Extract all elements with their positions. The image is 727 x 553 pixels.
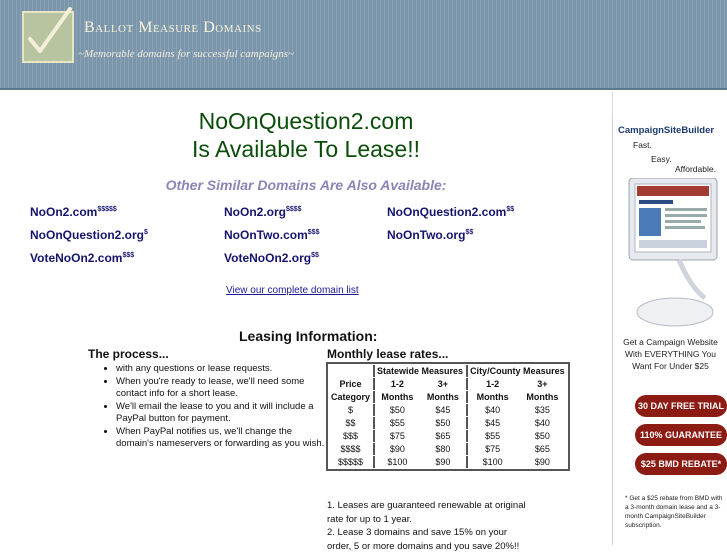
leasing-heading: Leasing Information: bbox=[239, 328, 378, 344]
column-header: 3+ bbox=[537, 379, 548, 389]
table-cell: $50 bbox=[435, 418, 451, 428]
table-row bbox=[329, 404, 567, 416]
process-step: • When you're ready to lease, we'll need some contact info for a short lease. bbox=[116, 376, 326, 401]
table-cell: $55 bbox=[373, 417, 420, 429]
price-tier: $$ bbox=[465, 229, 474, 236]
ad-feature: Fast. bbox=[633, 140, 652, 150]
site-header bbox=[0, 0, 727, 90]
price-tier: $$ bbox=[311, 252, 319, 259]
domain-link[interactable]: VoteNoOn2.com$$$ bbox=[30, 251, 135, 265]
table-cell: $55 bbox=[466, 430, 517, 442]
price-tier: $$$ bbox=[307, 229, 320, 236]
domain-link[interactable]: VoteNoOn2.org$$ bbox=[224, 251, 319, 265]
process-step: • When PayPal notifies us, we'll change the domain's nameservers or forwarding as you wish. bbox=[116, 426, 326, 451]
column-header: 3+ bbox=[437, 379, 449, 389]
column-header: Category bbox=[331, 392, 371, 402]
site-brand[interactable]: Ballot Measure Domains bbox=[84, 19, 262, 36]
ad-feature: Easy. bbox=[651, 154, 672, 164]
column-header: Price bbox=[339, 379, 362, 389]
table-header-row bbox=[329, 391, 567, 403]
rates-heading: Monthly lease rates... bbox=[327, 347, 449, 361]
complete-domain-list-link[interactable]: View our complete domain list bbox=[226, 285, 359, 296]
table-cell: $40 bbox=[534, 418, 550, 428]
table-cell: $40 bbox=[466, 404, 517, 416]
table-cell: $90 bbox=[373, 443, 420, 455]
table-cell: $$$ bbox=[342, 431, 359, 441]
domain-link[interactable]: NoOnQuestion2.org$ bbox=[30, 228, 148, 242]
column-group-header: Statewide Measures bbox=[373, 365, 465, 377]
price-tier: $$ bbox=[506, 206, 515, 213]
process-heading: The process... bbox=[88, 347, 169, 361]
column-header: Months bbox=[373, 391, 420, 403]
campaign-site-builder-ad[interactable] bbox=[612, 118, 727, 545]
table-cell: $100 bbox=[466, 456, 517, 468]
table-cell: $75 bbox=[373, 430, 420, 442]
table-cell: $80 bbox=[435, 444, 451, 454]
guarantee-button[interactable]: 110% GUARANTEE bbox=[635, 424, 727, 446]
domain-link[interactable]: NoOn2.org$$$$ bbox=[224, 205, 302, 219]
column-header: 1-2 bbox=[466, 378, 517, 390]
table-header-row bbox=[329, 365, 567, 377]
table-cell: $75 bbox=[466, 443, 517, 455]
price-tier: $$$ bbox=[122, 252, 135, 259]
price-tier: $$$$ bbox=[286, 206, 302, 213]
header-texture bbox=[0, 0, 727, 88]
featured-domain: NoOnQuestion2.com bbox=[198, 108, 414, 134]
table-cell: $100 bbox=[373, 456, 420, 468]
table-cell: $$$$$ bbox=[337, 457, 364, 467]
table-cell: $ bbox=[348, 405, 354, 415]
similar-domains-heading: Other Similar Domains Are Also Available: bbox=[165, 177, 447, 193]
table-cell: $50 bbox=[373, 404, 420, 416]
rebate-button[interactable]: $25 BMD REBATE* bbox=[635, 453, 727, 475]
domain-link[interactable]: NoOnTwo.com$$$ bbox=[224, 228, 320, 242]
process-list bbox=[100, 363, 326, 451]
checkmark-box-icon bbox=[22, 3, 78, 65]
column-header: 1-2 bbox=[373, 378, 420, 390]
table-cell: $35 bbox=[534, 405, 550, 415]
ad-fine-print: * Get a $25 rebate from BMD with a 3-month domain lease and a 3-month CampaignSiteBuilder subscription. bbox=[625, 495, 723, 529]
lease-rates-table bbox=[326, 362, 570, 471]
table-cell: $$ bbox=[345, 418, 356, 428]
process-step: • with any questions or lease requests. bbox=[116, 363, 326, 376]
table-cell: $50 bbox=[534, 431, 550, 441]
computer-monitor-icon bbox=[623, 178, 723, 328]
note-line: 1. Leases are guaranteed renewable at original rate for up to 1 year. bbox=[327, 500, 526, 525]
table-header-row bbox=[329, 378, 567, 390]
table-cell: $65 bbox=[534, 444, 550, 454]
ad-feature: Affordable. bbox=[675, 164, 716, 174]
table-cell: $45 bbox=[435, 405, 451, 415]
column-header: Months bbox=[526, 392, 559, 402]
column-header: Months bbox=[466, 391, 517, 403]
main-content bbox=[0, 92, 612, 552]
domain-link[interactable]: NoOnQuestion2.com$$ bbox=[387, 205, 515, 219]
table-cell: $65 bbox=[435, 431, 451, 441]
free-trial-button[interactable]: 30 DAY FREE TRIAL bbox=[635, 395, 727, 417]
logo[interactable] bbox=[22, 11, 74, 63]
table-cell: $90 bbox=[435, 457, 451, 467]
domain-link[interactable]: NoOnTwo.org$$ bbox=[387, 228, 474, 242]
price-tier: $ bbox=[144, 229, 148, 236]
availability-headline: Is Available To Lease!! bbox=[191, 136, 421, 162]
column-header: Months bbox=[426, 392, 459, 402]
table-cell: $$$$ bbox=[340, 444, 361, 454]
note-line: 2. Lease 3 domains and save 15% on your order, 5 or more domains and you save 20%!! bbox=[327, 527, 520, 552]
table-cell: $45 bbox=[466, 417, 517, 429]
table-row bbox=[329, 443, 567, 455]
table-cell: $90 bbox=[534, 457, 550, 467]
table-row bbox=[329, 430, 567, 442]
process-step: • We'll email the lease to you and it will include a PayPal button for payment. bbox=[116, 401, 326, 426]
column-group-header: City/County Measures bbox=[466, 365, 567, 377]
ad-title[interactable]: CampaignSiteBuilder bbox=[618, 125, 715, 136]
domain-link[interactable]: NoOn2.com$$$$$ bbox=[30, 205, 117, 219]
price-tier: $$$$$ bbox=[97, 206, 117, 213]
table-row bbox=[329, 456, 567, 468]
site-tagline: ~Memorable domains for successful campaigns~ bbox=[78, 48, 294, 60]
table-row bbox=[329, 417, 567, 429]
ad-pitch: Get a Campaign Website With EVERYTHING You Want For Under $25 bbox=[623, 337, 718, 371]
